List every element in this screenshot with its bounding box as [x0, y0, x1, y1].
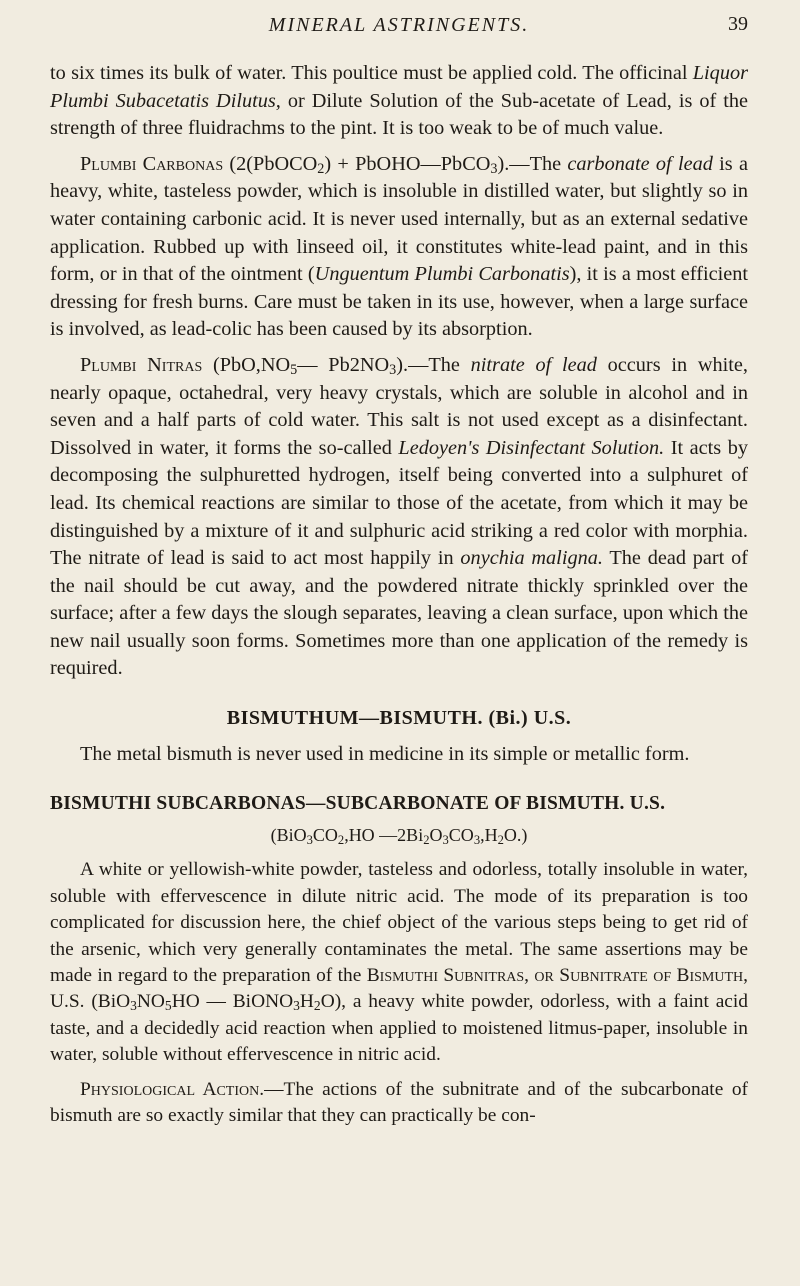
p3-text-d: The dead part of the nail should be cut away, and the powdered nitrate thickly sprinkled over the surface; after a few days the slough separates, leaving a clean surface, upon which the new nail usually soon forms. Sometimes more than one application of the remedy is required. [50, 547, 748, 680]
paragraph-poultice [50, 60, 748, 143]
formula-sub6: 2 [497, 832, 504, 847]
paragraph-plumbi-carbonas [50, 151, 748, 344]
formula-c: ,HO —2Bi [344, 824, 424, 845]
p6-lead-term: Physiological Action. [80, 1078, 265, 1100]
p2-formula-c: ).—The [497, 152, 568, 175]
formula-sub2: 2 [337, 832, 345, 847]
p1-text-b: or Dilute Solution of the Sub-acetate of Lead, is of the strength of three fluidrachms to the pint. It is too weak to be of much value. [50, 89, 748, 140]
formula-b: CO [312, 824, 338, 845]
p5-formula-b: NO [136, 991, 165, 1013]
p5-small-caps: Bismuthi Subnitras, or Subnitrate of Bismuth, [366, 965, 748, 987]
p3-formula-a: (PbO,NO [202, 353, 291, 376]
p3-formula [202, 354, 470, 376]
p5-formula-c: HO — BiONO [171, 991, 294, 1013]
formula-d: O [429, 824, 443, 845]
p3-italic-solution: Ledoyen's Disinfectant Solution. [398, 436, 665, 459]
p5-text-a: A white or yellowish-white powder, tasteless and odorless, totally insoluble in water, soluble with effervescence in dilute nitric acid. The mode of its preparation is too complicated for discussion here, the chief object of the various steps being to get rid of the arsenic, which very generally contaminates the metal. The same assertions may be made in regard to the preparation of the [50, 859, 748, 987]
p2-text-c: ), it is a most efficient dressing for fresh burns. Care must be taken in its use, however, when a large surface is involved, as lead-colic has been caused by its absorption. [50, 263, 748, 341]
p3-text-c: It acts by decomposing the sulphuretted hydrogen, itself being converted into a sulphuret of lead. Its chemical reactions are similar to those of the acetate, from which it may be distinguished by a mixture of it and sulphuric acid striking a red color with morphia. The nitrate of lead is said to act most happily in [50, 436, 748, 570]
formula-g: O.) [503, 824, 528, 845]
running-title: MINERAL ASTRINGENTS. [268, 14, 530, 36]
section-heading-bismuthum: BISMUTHUM—BISMUTH. (Bi.) U.S. [226, 707, 572, 730]
p3-formula-sub1: 5 [290, 361, 298, 378]
paragraph-subcarbonate [50, 857, 748, 1068]
p5-formula-d: H [299, 991, 314, 1013]
p2-lead-term: Plumbi Carbonas [80, 152, 224, 175]
p3-italic-term: nitrate of lead [470, 353, 597, 376]
p5-formula-sub1: 3 [130, 998, 137, 1014]
page-number: 39 [728, 13, 748, 35]
p3-formula-sub2: 3 [389, 361, 397, 378]
formula-e: CO [448, 824, 474, 845]
formula-a: (BiO [270, 824, 307, 845]
paragraph-physiological-action [50, 1077, 748, 1130]
paragraph-plumbi-nitras [50, 352, 748, 683]
paragraph-bismuth-metal: The metal bismuth is never used in medicine in its simple or metallic form. [80, 742, 690, 765]
p2-formula-sub2: 3 [490, 160, 498, 177]
p5-formula-e: O) [320, 991, 342, 1013]
p3-text-b: occurs in white, nearly opaque, octahedral, very heavy crystals, which are soluble in alcohol and in seven and a half parts of cold water. This salt is not used except as a disinfectant. Dissolved in water, it forms the so-called [50, 353, 748, 459]
p1-latin-name: Liquor Plumbi Subacetatis Dilutus, [50, 62, 748, 112]
formula-sub5: 3 [473, 832, 481, 847]
p2-text-b: is a heavy, white, tasteless powder, which is insoluble in distilled water, but slightly so in water containing carbonic acid. It is never used internally, but as an external sedative application. Rubbed up with linseed oil, it constitutes white-lead paint, and in this form, or in that of the ointment ( [50, 152, 748, 286]
p5-formula [91, 991, 341, 1012]
p5-text-c: , a heavy white powder, odorless, with a faint acid taste, and a decidedly acid reaction when applied to moistened litmus-paper, insoluble in water, soluble without effervescence in nitric acid. [50, 991, 748, 1066]
p5-text-b: U.S. [50, 991, 92, 1013]
formula-sub3: 2 [423, 832, 430, 847]
subcarbonate-formula [50, 822, 748, 850]
formula-f: ,H [480, 824, 498, 845]
p3-formula-c: ).—The [396, 353, 471, 376]
p2-formula-b: ) + PbOHO—PbCO [324, 152, 491, 175]
p2-italic-term: carbonate of lead [567, 152, 713, 175]
p3-italic-onychia: onychia maligna. [460, 547, 603, 570]
section-heading-subcarbonas: BISMUTHI SUBCARBONAS—SUBCARBONATE OF BISMUTH. U.S. [50, 793, 666, 815]
p3-formula-b: — Pb2NO [297, 353, 390, 376]
p6-text-b: —The actions of the subnitrate and of the subcarbonate of bismuth are so exactly similar that they can practically be con- [50, 1078, 748, 1127]
p5-formula-sub4: 2 [313, 998, 321, 1014]
p2-formula-sub1: 2 [317, 160, 325, 177]
p2-italic-ointment: Unguentum Plumbi Carbonatis [314, 263, 570, 286]
formula-sub4: 3 [442, 832, 449, 847]
p1-text: to six times its bulk of water. This poultice must be applied cold. The officinal [50, 62, 693, 84]
p2-formula [223, 153, 567, 175]
p2-formula-a: (2(PbOCO [223, 152, 318, 175]
formula-sub1: 3 [306, 832, 313, 847]
p3-lead-term: Plumbi Nitras [80, 353, 203, 376]
p5-formula-sub3: 3 [293, 998, 300, 1014]
p5-formula-a: (BiO [91, 991, 131, 1013]
running-header [50, 0, 748, 52]
p5-formula-sub2: 5 [164, 998, 172, 1014]
